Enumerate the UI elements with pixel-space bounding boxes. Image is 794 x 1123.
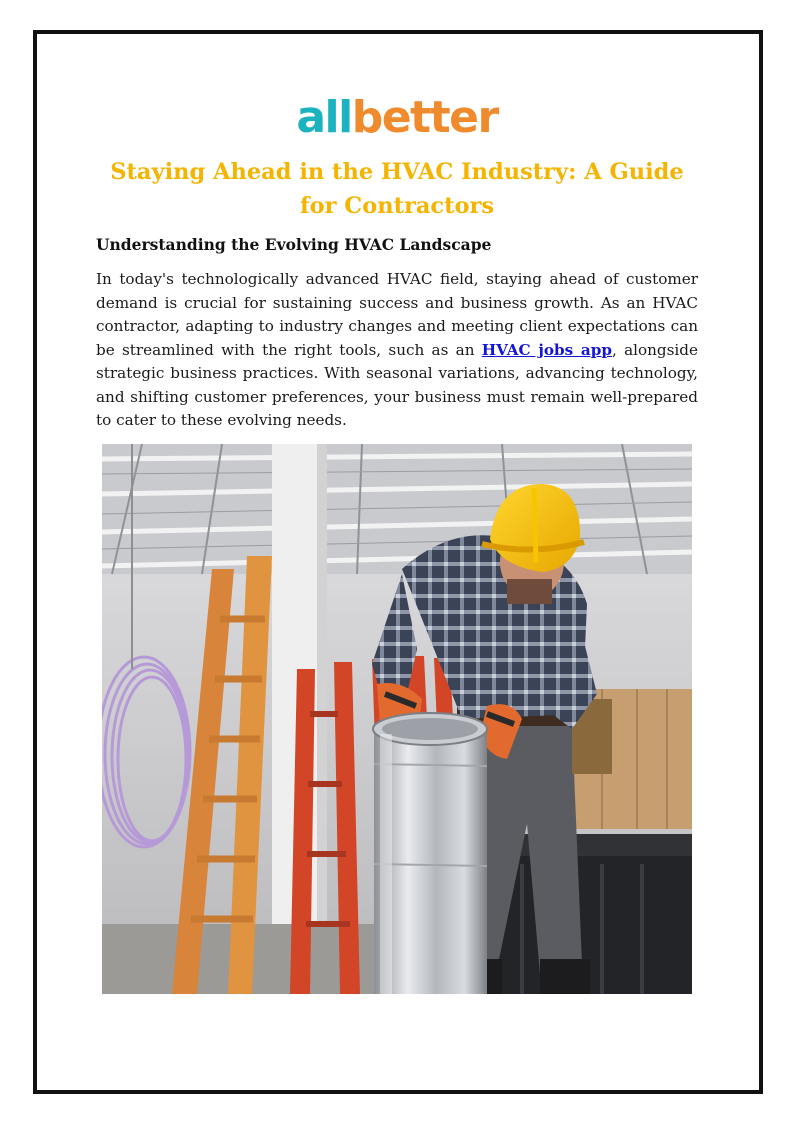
paragraph-text-before-link: In today's technologically advanced HVAC field, staying ahead of customer demand is crucial for sustaining success and business growth. As an HVAC contractor, adapting to industry changes and meeting client expectations can be streamlined with the right tools, such as an xyxy=(96,270,698,359)
logo-part-all: all xyxy=(296,92,352,143)
document-title: Staying Ahead in the HVAC Industry: A Guide for Contractors xyxy=(110,159,684,219)
allbetter-logo xyxy=(0,92,794,144)
paragraph-text-after-link: , alongside strategic business practices. With seasonal variations, advancing technology, and shifting customer preferences, your business must remain well-prepared to cater to these evolving needs. xyxy=(96,340,698,429)
hvac-jobs-app-link[interactable]: HVAC jobs app xyxy=(481,340,612,359)
section-heading: Understanding the Evolving HVAC Landscape xyxy=(96,235,492,254)
logo-part-better: better xyxy=(351,92,498,143)
hvac-worker-photo xyxy=(102,444,692,994)
body-paragraph xyxy=(96,268,698,433)
